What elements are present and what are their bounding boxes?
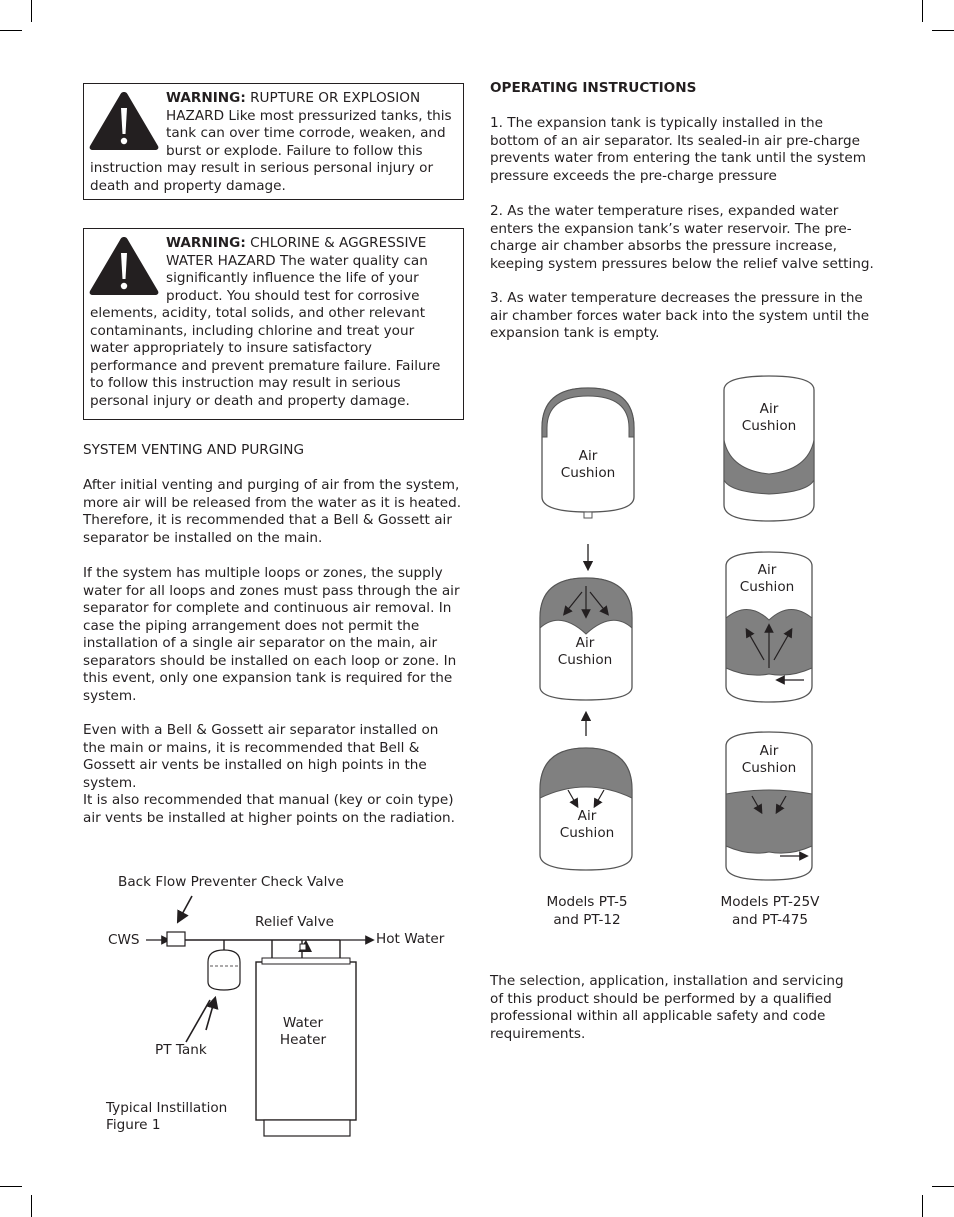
water-heater-label: Water Heater [279,1015,327,1048]
venting-heading: SYSTEM VENTING AND PURGING [83,442,304,458]
models-caption-right: Models PT-25V and PT-475 [720,894,820,928]
warning-heading: WARNING: [166,235,246,251]
figure-caption: Typical Instillation Figure 1 [106,1100,228,1133]
air-cushion-label: Air Cushion [557,635,613,668]
air-cushion-label: Air Cushion [739,562,795,595]
operating-step: 1. The expansion tank is typically installed in the bottom of an air separator. Its sealed-in air pre-charge prevents water from entering the tank until the system pressure exceeds the pre-charge pressure [490,115,866,184]
air-cushion-label: Air Cushion [559,808,615,841]
relief-valve-label: Relief Valve [255,914,334,930]
operating-step: 2. As the water temperature rises, expanded water enters the expansion tank’s water reservoir. The pre-charge air chamber absorbs the pressure increase, keeping system pressures below the relief valve setting. [490,203,874,272]
venting-paragraph: If the system has multiple loops or zones, the supply water for all loops and zones must pass through the air separator for complete and continuous air removal. In case the piping arrangement does not permit the installation of a single air separator on the main, air separators should be installed on each loop or zone. In this event, only one expansion tank is required for the system. [83,565,460,704]
venting-paragraph: Even with a Bell & Gossett air separator installed on the main or mains, it is recommended that Bell & Gossett air vents be installed on high points in the system. [83,722,439,791]
warning-body: RUPTURE OR EXPLOSION HAZARD Like most pressurized tanks, this tank can over time corrode, weaken, and burst or explode. Failure to follow this instruction may result in serious personal injury or death and property damage. [90,90,452,194]
venting-paragraph: It is also recommended that manual (key or coin type) air vents be installed at higher points on the radiation. [83,792,455,826]
footer-note: The selection, application, installation and servicing of this product should be performed by a qualified professional within all applicable safety and code requirements. [490,973,844,1042]
air-cushion-label: Air Cushion [560,448,616,481]
hot-water-label: Hot Water [376,931,445,947]
air-cushion-label: Air Cushion [741,743,797,776]
venting-paragraph: After initial venting and purging of air from the system, more air will be released from the water as it is heated. Therefore, it is recommended that a Bell & Gossett air separator be installed on the main. [83,477,462,546]
pt-tank-label: PT Tank [155,1042,207,1058]
air-cushion-label: Air Cushion [741,401,797,434]
warning-heading: WARNING: [166,90,246,106]
operating-heading: OPERATING INSTRUCTIONS [490,80,697,96]
cws-label: CWS [108,932,140,948]
backflow-preventer-label: Back Flow Preventer Check Valve [118,874,344,890]
warning-body: CHLORINE & AGGRESSIVE WATER HAZARD The water quality can significantly influence the life of your product. You should test for corrosive elements, acidity, total solids, and other relevant contaminants, including chlorine and treat your water appropriately to insure satisfactory performance and prevent premature failure. Failure to follow this instruction may result in serious personal injury or death and property damage. [90,235,441,409]
models-caption-left: Models PT-5 and PT-12 [546,894,628,928]
operating-step: 3. As water temperature decreases the pressure in the air chamber forces water back into the system until the expansion tank is empty. [490,290,870,341]
tank-pt25v-empty [724,376,814,521]
